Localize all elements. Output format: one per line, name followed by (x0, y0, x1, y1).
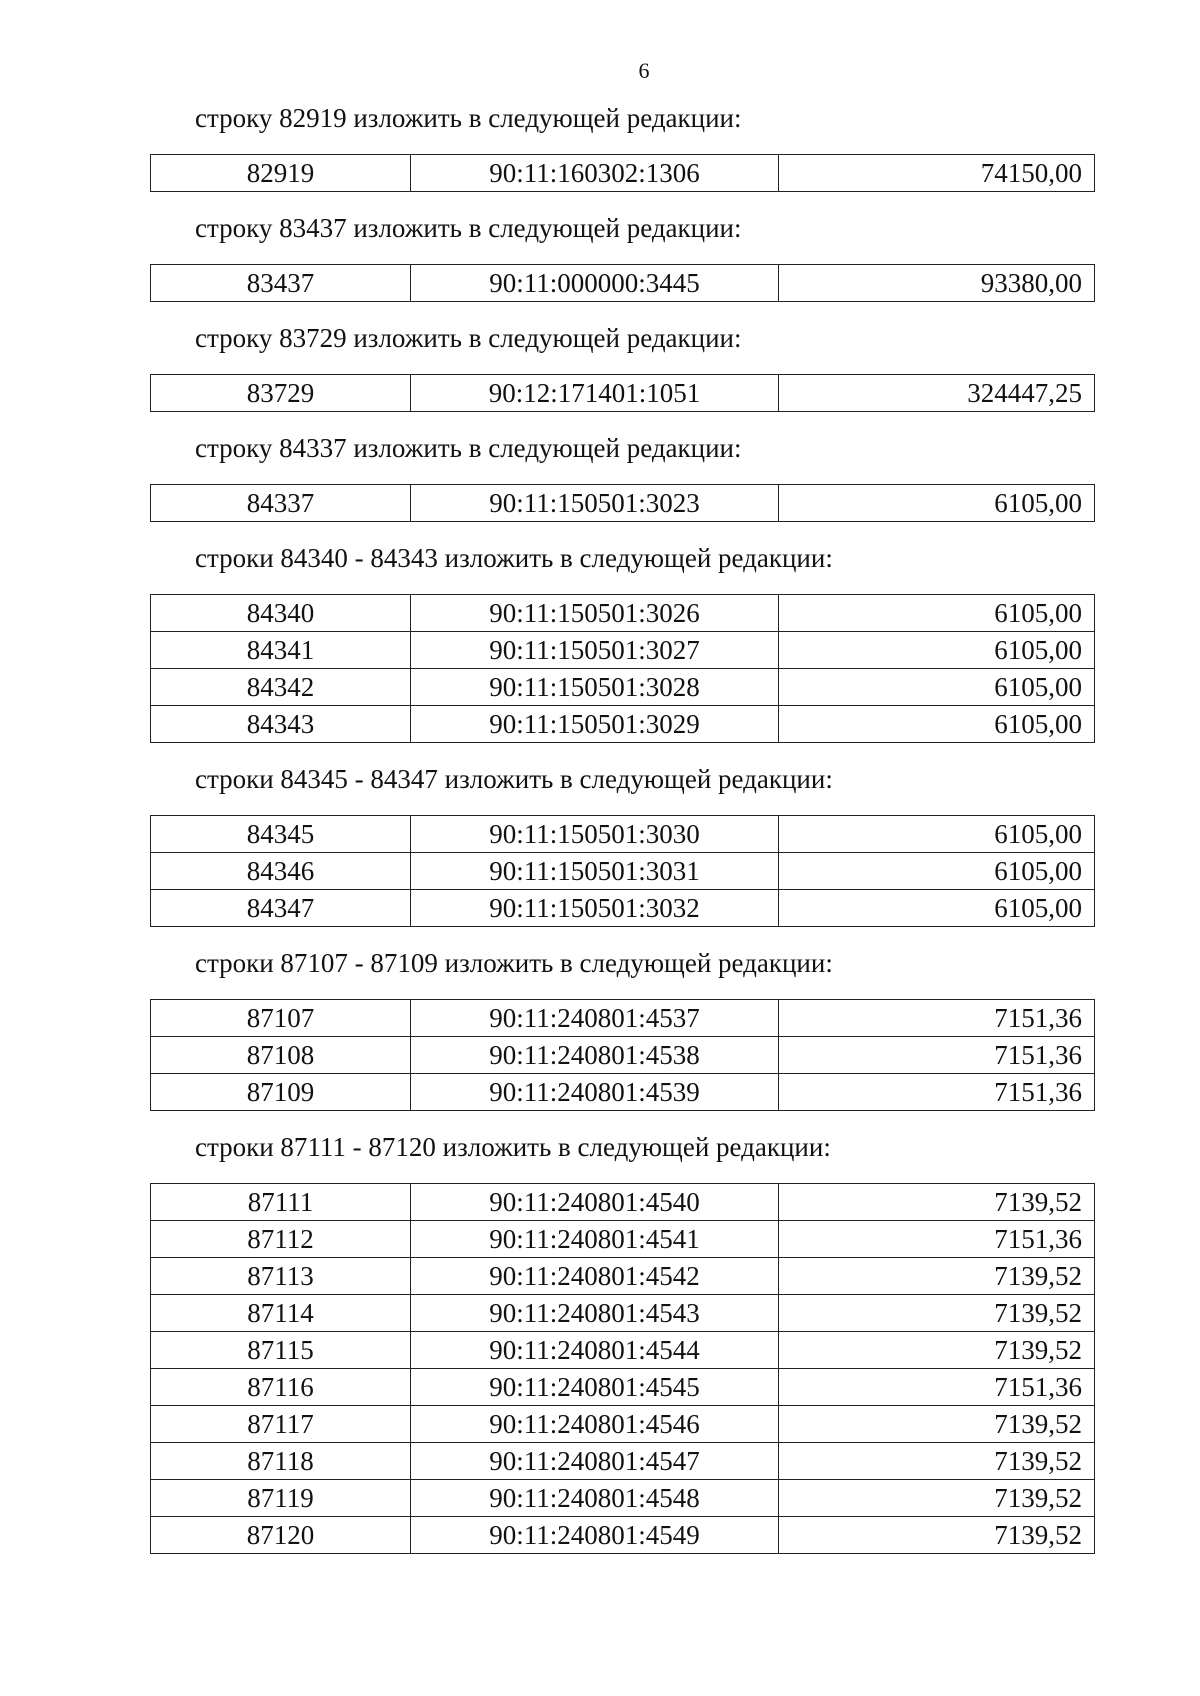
table-row (151, 1406, 1095, 1443)
cadastral-number-cell: 90:11:160302:1306 (411, 155, 779, 192)
row-number-cell: 83437 (151, 265, 411, 302)
table-row (151, 1258, 1095, 1295)
row-number-cell: 87109 (151, 1074, 411, 1111)
table-row (151, 1074, 1095, 1111)
value-cell: 74150,00 (779, 155, 1095, 192)
page-number: 6 (638, 58, 650, 83)
row-number-cell: 87120 (151, 1517, 411, 1554)
table-row (151, 1443, 1095, 1480)
cadastral-number-cell: 90:11:000000:3445 (411, 265, 779, 302)
row-number-cell: 87115 (151, 1332, 411, 1369)
row-number-cell: 87111 (151, 1184, 411, 1221)
cadastral-number-cell: 90:11:240801:4546 (411, 1406, 779, 1443)
cadastral-number-cell: 90:11:240801:4544 (411, 1332, 779, 1369)
cadastral-number-cell: 90:11:240801:4537 (411, 1000, 779, 1037)
table-row (151, 1369, 1095, 1406)
cadastral-number-cell: 90:11:240801:4543 (411, 1295, 779, 1332)
row-number-cell: 84342 (151, 669, 411, 706)
cadastral-number-cell: 90:11:240801:4540 (411, 1184, 779, 1221)
table-row (151, 1480, 1095, 1517)
value-cell: 7139,52 (779, 1184, 1095, 1221)
cadastral-number-cell: 90:11:240801:4548 (411, 1480, 779, 1517)
value-cell: 7151,36 (779, 1369, 1095, 1406)
amendment-section (150, 532, 1095, 743)
row-number-cell: 87114 (151, 1295, 411, 1332)
value-cell: 93380,00 (779, 265, 1095, 302)
value-cell: 6105,00 (779, 595, 1095, 632)
row-number-cell: 87112 (151, 1221, 411, 1258)
cadastral-number-cell: 90:11:240801:4538 (411, 1037, 779, 1074)
value-cell: 7151,36 (779, 1000, 1095, 1037)
value-cell: 6105,00 (779, 632, 1095, 669)
table-row (151, 1332, 1095, 1369)
table-row (151, 375, 1095, 412)
cadastral-number-cell: 90:11:150501:3026 (411, 595, 779, 632)
table-row (151, 155, 1095, 192)
cadastral-number-cell: 90:11:240801:4545 (411, 1369, 779, 1406)
value-cell: 7139,52 (779, 1443, 1095, 1480)
cadastral-number-cell: 90:11:150501:3023 (411, 485, 779, 522)
cadastral-number-cell: 90:12:171401:1051 (411, 375, 779, 412)
value-cell: 7139,52 (779, 1480, 1095, 1517)
table-row (151, 706, 1095, 743)
value-cell: 7151,36 (779, 1221, 1095, 1258)
amendment-table (150, 264, 1095, 302)
row-number-cell: 87118 (151, 1443, 411, 1480)
document-body (150, 92, 1095, 1564)
row-number-cell: 84346 (151, 853, 411, 890)
cadastral-number-cell: 90:11:150501:3028 (411, 669, 779, 706)
table-row (151, 265, 1095, 302)
cadastral-number-cell: 90:11:240801:4549 (411, 1517, 779, 1554)
row-number-cell: 87119 (151, 1480, 411, 1517)
amendment-table (150, 815, 1095, 927)
cadastral-number-cell: 90:11:240801:4542 (411, 1258, 779, 1295)
amendment-section (150, 1121, 1095, 1554)
amendment-section (150, 937, 1095, 1111)
cadastral-number-cell: 90:11:240801:4541 (411, 1221, 779, 1258)
section-heading: строку 84337 изложить в следующей редакции: (195, 433, 742, 463)
row-number-cell: 87108 (151, 1037, 411, 1074)
row-number-cell: 87107 (151, 1000, 411, 1037)
amendment-section (150, 92, 1095, 192)
section-heading: строки 84340 - 84343 изложить в следующей редакции: (195, 543, 833, 573)
table-row (151, 1295, 1095, 1332)
row-number-cell: 83729 (151, 375, 411, 412)
cadastral-number-cell: 90:11:150501:3032 (411, 890, 779, 927)
table-row (151, 1517, 1095, 1554)
cadastral-number-cell: 90:11:240801:4539 (411, 1074, 779, 1111)
value-cell: 7139,52 (779, 1295, 1095, 1332)
row-number-cell: 87113 (151, 1258, 411, 1295)
row-number-cell: 82919 (151, 155, 411, 192)
row-number-cell: 84341 (151, 632, 411, 669)
amendment-table (150, 1183, 1095, 1554)
section-heading: строки 87111 - 87120 изложить в следующей редакции: (195, 1132, 831, 1162)
section-heading: строку 83437 изложить в следующей редакции: (195, 213, 742, 243)
row-number-cell: 84345 (151, 816, 411, 853)
value-cell: 7151,36 (779, 1037, 1095, 1074)
value-cell: 6105,00 (779, 816, 1095, 853)
section-heading: строки 84345 - 84347 изложить в следующей редакции: (195, 764, 833, 794)
cadastral-number-cell: 90:11:150501:3031 (411, 853, 779, 890)
table-row (151, 595, 1095, 632)
value-cell: 6105,00 (779, 706, 1095, 743)
row-number-cell: 87117 (151, 1406, 411, 1443)
table-row (151, 632, 1095, 669)
table-row (151, 853, 1095, 890)
table-row (151, 1037, 1095, 1074)
value-cell: 7139,52 (779, 1406, 1095, 1443)
value-cell: 7151,36 (779, 1074, 1095, 1111)
value-cell: 324447,25 (779, 375, 1095, 412)
amendment-section (150, 422, 1095, 522)
value-cell: 7139,52 (779, 1517, 1095, 1554)
section-heading: строки 87107 - 87109 изложить в следующей редакции: (195, 948, 833, 978)
table-row (151, 1000, 1095, 1037)
value-cell: 6105,00 (779, 853, 1095, 890)
section-heading: строку 82919 изложить в следующей редакции: (195, 103, 742, 133)
cadastral-number-cell: 90:11:150501:3030 (411, 816, 779, 853)
table-row (151, 1221, 1095, 1258)
row-number-cell: 84343 (151, 706, 411, 743)
row-number-cell: 84337 (151, 485, 411, 522)
row-number-cell: 84347 (151, 890, 411, 927)
cadastral-number-cell: 90:11:150501:3027 (411, 632, 779, 669)
value-cell: 6105,00 (779, 669, 1095, 706)
section-heading: строку 83729 изложить в следующей редакции: (195, 323, 742, 353)
amendment-table (150, 154, 1095, 192)
value-cell: 6105,00 (779, 890, 1095, 927)
amendment-section (150, 312, 1095, 412)
table-row (151, 816, 1095, 853)
row-number-cell: 87116 (151, 1369, 411, 1406)
value-cell: 7139,52 (779, 1258, 1095, 1295)
value-cell: 6105,00 (779, 485, 1095, 522)
amendment-table (150, 484, 1095, 522)
cadastral-number-cell: 90:11:150501:3029 (411, 706, 779, 743)
value-cell: 7139,52 (779, 1332, 1095, 1369)
amendment-table (150, 999, 1095, 1111)
amendment-table (150, 374, 1095, 412)
table-row (151, 890, 1095, 927)
table-row (151, 485, 1095, 522)
cadastral-number-cell: 90:11:240801:4547 (411, 1443, 779, 1480)
table-row (151, 669, 1095, 706)
amendment-section (150, 202, 1095, 302)
row-number-cell: 84340 (151, 595, 411, 632)
table-row (151, 1184, 1095, 1221)
amendment-section (150, 753, 1095, 927)
amendment-table (150, 594, 1095, 743)
